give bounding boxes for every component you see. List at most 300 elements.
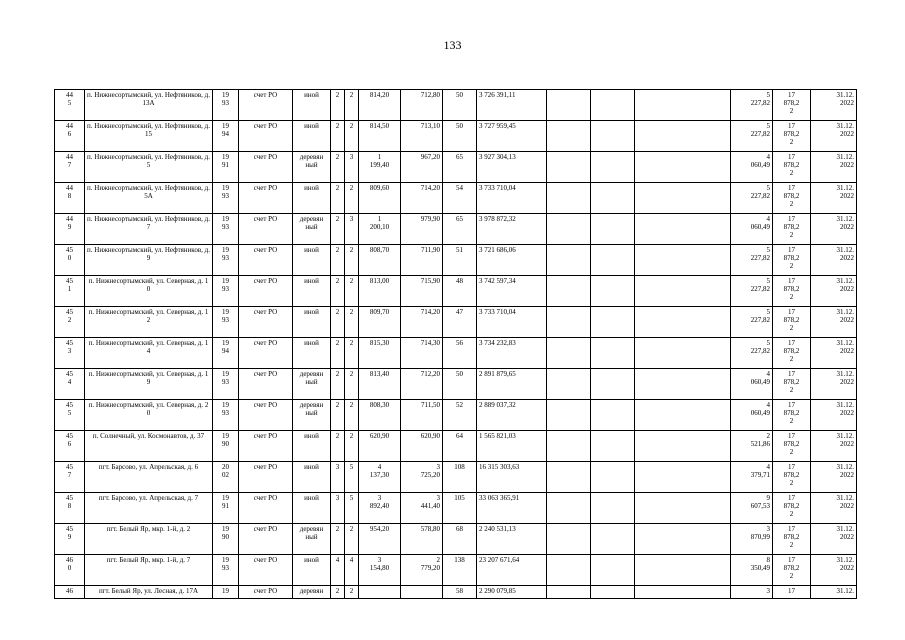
cell-empty-2 [591,245,635,276]
cell-address: п. Нижнесортымский, ул. Северная, д. 20 [85,400,213,431]
cell-row-number: 45 1 [55,276,85,307]
cell-wall-material: иной [293,493,331,524]
cell-completion-date: 31.12. 2022 [811,121,857,152]
cell-row-number: 46 0 [55,555,85,586]
cell-living-area: 3 725,20 [401,462,443,493]
cell-year-built: 20 02 [213,462,239,493]
cell-total-area: 620,90 [359,431,401,462]
cell-completion-date: 31.12. 2022 [811,214,857,245]
cell-funding-method: счет РО [239,431,293,462]
cell-empty-3 [635,338,731,369]
cell-funding-method: счет РО [239,183,293,214]
cell-floors: 2 [331,431,345,462]
cell-funding-method: счет РО [239,555,293,586]
cell-empty-3 [635,555,731,586]
cell-cost-per-sqm: 5 227,82 [731,338,773,369]
cell-year-built: 19 93 [213,90,239,121]
cell-empty-1 [547,307,591,338]
cell-year-built: 19 93 [213,369,239,400]
cell-cost: 2 889 037,32 [477,400,547,431]
cell-wall-material: иной [293,245,331,276]
cell-address: пгт. Барсово, ул. Апрельская, д. 6 [85,462,213,493]
cell-entrances: 2 [345,121,359,152]
cell-residents: 108 [443,462,477,493]
cell-total-area: 954,20 [359,524,401,555]
cell-empty-3 [635,152,731,183]
cell-empty-2 [591,586,635,599]
table-row [55,400,857,431]
cell-residents: 47 [443,307,477,338]
cell-completion-date: 31.12. 2022 [811,524,857,555]
cell-residents: 52 [443,400,477,431]
cell-total-area [359,586,401,599]
cell-empty-3 [635,214,731,245]
cell-entrances: 4 [345,555,359,586]
cell-cost-limit: 17 878,2 2 [773,338,811,369]
cell-completion-date: 31.12. 2022 [811,245,857,276]
cell-living-area: 714,20 [401,183,443,214]
table-row [55,90,857,121]
cell-year-built: 19 93 [213,555,239,586]
cell-year-built: 19 90 [213,524,239,555]
cell-funding-method: счет РО [239,586,293,599]
cell-cost-limit: 17 878,2 2 [773,245,811,276]
table-row [55,152,857,183]
cell-cost-per-sqm: 3 [731,586,773,599]
cell-cost: 2 891 879,65 [477,369,547,400]
table-row [55,555,857,586]
cell-row-number: 45 5 [55,400,85,431]
cell-floors: 2 [331,276,345,307]
cell-row-number: 45 0 [55,245,85,276]
cell-residents: 51 [443,245,477,276]
cell-residents: 65 [443,214,477,245]
cell-residents: 48 [443,276,477,307]
cell-cost: 3 733 710,04 [477,183,547,214]
cell-row-number: 44 9 [55,214,85,245]
cell-wall-material: иной [293,431,331,462]
cell-empty-3 [635,431,731,462]
cell-cost-limit: 17 878,2 2 [773,493,811,524]
cell-empty-1 [547,586,591,599]
cell-cost-limit: 17 878,2 2 [773,90,811,121]
cell-funding-method: счет РО [239,400,293,431]
cell-completion-date: 31.12. 2022 [811,276,857,307]
page-number: 133 [443,38,462,52]
cell-living-area: 714,30 [401,338,443,369]
cell-year-built: 19 91 [213,152,239,183]
cell-empty-3 [635,307,731,338]
cell-row-number: 45 9 [55,524,85,555]
cell-cost: 3 742 597,34 [477,276,547,307]
cell-living-area: 714,20 [401,307,443,338]
cell-row-number: 44 5 [55,90,85,121]
cell-empty-3 [635,524,731,555]
cell-empty-1 [547,276,591,307]
cell-empty-3 [635,245,731,276]
cell-entrances: 2 [345,431,359,462]
cell-empty-1 [547,183,591,214]
table-row [55,307,857,338]
cell-empty-1 [547,369,591,400]
cell-year-built: 19 93 [213,245,239,276]
cell-wall-material: иной [293,276,331,307]
cell-residents: 64 [443,431,477,462]
cell-wall-material: деревян ный [293,214,331,245]
cell-wall-material: иной [293,338,331,369]
cell-living-area: 711,50 [401,400,443,431]
cell-cost-per-sqm: 4 060,49 [731,152,773,183]
cell-entrances: 5 [345,462,359,493]
cell-cost-limit: 17 878,2 2 [773,400,811,431]
cell-cost-per-sqm: 4 060,49 [731,214,773,245]
table-row [55,276,857,307]
housing-register-table [54,89,857,599]
cell-funding-method: счет РО [239,307,293,338]
cell-wall-material: деревян [293,586,331,599]
cell-wall-material: иной [293,90,331,121]
cell-cost-limit: 17 [773,586,811,599]
cell-cost: 1 565 821,03 [477,431,547,462]
cell-funding-method: счет РО [239,369,293,400]
cell-completion-date: 31.12. 2022 [811,90,857,121]
cell-floors: 2 [331,245,345,276]
cell-completion-date: 31.12. 2022 [811,493,857,524]
cell-row-number: 45 2 [55,307,85,338]
cell-completion-date: 31.12. 2022 [811,555,857,586]
cell-floors: 2 [331,183,345,214]
cell-wall-material: деревян ный [293,524,331,555]
cell-year-built: 19 93 [213,183,239,214]
cell-entrances: 2 [345,524,359,555]
cell-empty-1 [547,493,591,524]
cell-row-number: 45 7 [55,462,85,493]
table-row [55,431,857,462]
cell-living-area: 578,80 [401,524,443,555]
cell-address: п. Солнечный, ул. Космонавтов, д. 37 [85,431,213,462]
cell-empty-1 [547,462,591,493]
cell-cost-per-sqm: 2 521,86 [731,431,773,462]
cell-entrances: 3 [345,214,359,245]
cell-funding-method: счет РО [239,493,293,524]
cell-cost-limit: 17 878,2 2 [773,431,811,462]
cell-total-area: 808,30 [359,400,401,431]
cell-empty-1 [547,400,591,431]
cell-cost-per-sqm: 5 227,82 [731,183,773,214]
cell-cost-per-sqm: 4 060,49 [731,369,773,400]
cell-cost-per-sqm: 5 227,82 [731,307,773,338]
cell-address: п. Нижнесортымский, ул. Нефтяников, д. 9 [85,245,213,276]
cell-empty-1 [547,245,591,276]
cell-living-area [401,586,443,599]
cell-cost-per-sqm: 9 607,53 [731,493,773,524]
cell-total-area: 813,00 [359,276,401,307]
cell-empty-2 [591,214,635,245]
cell-entrances: 2 [345,183,359,214]
cell-entrances: 3 [345,152,359,183]
cell-empty-3 [635,369,731,400]
cell-living-area: 620,90 [401,431,443,462]
table-row [55,369,857,400]
cell-cost-limit: 17 878,2 2 [773,307,811,338]
cell-entrances: 5 [345,493,359,524]
cell-floors: 2 [331,307,345,338]
cell-entrances: 2 [345,276,359,307]
cell-residents: 50 [443,121,477,152]
cell-empty-3 [635,493,731,524]
cell-cost: 2 290 079,85 [477,586,547,599]
cell-empty-2 [591,121,635,152]
cell-entrances: 2 [345,586,359,599]
cell-empty-3 [635,183,731,214]
cell-total-area: 3 892,40 [359,493,401,524]
cell-cost: 3 727 959,45 [477,121,547,152]
cell-floors: 3 [331,493,345,524]
cell-wall-material: иной [293,555,331,586]
cell-address: пгт. Белый Яр, мкр. 1-й, д. 7 [85,555,213,586]
cell-completion-date: 31.12. 2022 [811,431,857,462]
cell-floors: 4 [331,555,345,586]
cell-empty-2 [591,152,635,183]
cell-year-built: 19 93 [213,276,239,307]
cell-empty-1 [547,338,591,369]
cell-cost: 33 063 365,91 [477,493,547,524]
cell-cost-limit: 17 878,2 2 [773,152,811,183]
cell-completion-date: 31.12. 2022 [811,369,857,400]
cell-cost-limit: 17 878,2 2 [773,276,811,307]
cell-row-number: 46 [55,586,85,599]
cell-living-area: 2 779,20 [401,555,443,586]
cell-empty-2 [591,493,635,524]
cell-row-number: 45 6 [55,431,85,462]
cell-address: п. Нижнесортымский, ул. Северная, д. 19 [85,369,213,400]
cell-funding-method: счет РО [239,90,293,121]
cell-total-area: 808,70 [359,245,401,276]
cell-cost-limit: 17 878,2 2 [773,369,811,400]
cell-floors: 2 [331,524,345,555]
cell-floors: 2 [331,586,345,599]
cell-residents: 65 [443,152,477,183]
cell-funding-method: счет РО [239,245,293,276]
cell-address: п. Нижнесортымский, ул. Нефтяников, д. 5А [85,183,213,214]
cell-living-area: 711,90 [401,245,443,276]
cell-empty-1 [547,152,591,183]
table-row [55,338,857,369]
cell-empty-1 [547,121,591,152]
cell-funding-method: счет РО [239,152,293,183]
cell-total-area: 1 199,40 [359,152,401,183]
table-row [55,214,857,245]
cell-residents: 138 [443,555,477,586]
cell-wall-material: иной [293,462,331,493]
cell-empty-3 [635,276,731,307]
cell-funding-method: счет РО [239,214,293,245]
cell-living-area: 979,90 [401,214,443,245]
cell-funding-method: счет РО [239,524,293,555]
cell-floors: 2 [331,369,345,400]
table-row [55,462,857,493]
cell-total-area: 813,40 [359,369,401,400]
cell-living-area: 967,20 [401,152,443,183]
cell-row-number: 45 3 [55,338,85,369]
cell-cost-per-sqm: 8 350,49 [731,555,773,586]
cell-empty-2 [591,183,635,214]
cell-entrances: 2 [345,338,359,369]
cell-cost: 16 315 303,63 [477,462,547,493]
cell-floors: 2 [331,338,345,369]
cell-residents: 105 [443,493,477,524]
cell-completion-date: 31.12. 2022 [811,307,857,338]
cell-cost-limit: 17 878,2 2 [773,121,811,152]
cell-address: пгт. Белый Яр, мкр. 1-й, д. 2 [85,524,213,555]
cell-total-area: 809,60 [359,183,401,214]
cell-total-area: 814,50 [359,121,401,152]
cell-cost-limit: 17 878,2 2 [773,214,811,245]
cell-year-built: 19 90 [213,431,239,462]
cell-residents: 50 [443,369,477,400]
cell-row-number: 45 8 [55,493,85,524]
cell-year-built: 19 94 [213,338,239,369]
cell-year-built: 19 [213,586,239,599]
cell-cost-per-sqm: 5 227,82 [731,90,773,121]
cell-floors: 2 [331,90,345,121]
cell-completion-date: 31.12. 2022 [811,183,857,214]
cell-cost-per-sqm: 5 227,82 [731,276,773,307]
cell-wall-material: иной [293,121,331,152]
cell-empty-1 [547,524,591,555]
table-row [55,121,857,152]
cell-living-area: 713,10 [401,121,443,152]
table-row [55,493,857,524]
cell-cost-limit: 17 878,2 2 [773,462,811,493]
cell-empty-1 [547,214,591,245]
cell-year-built: 19 93 [213,400,239,431]
cell-empty-3 [635,400,731,431]
cell-entrances: 2 [345,90,359,121]
cell-year-built: 19 93 [213,214,239,245]
cell-row-number: 44 6 [55,121,85,152]
cell-year-built: 19 94 [213,121,239,152]
cell-row-number: 44 7 [55,152,85,183]
cell-completion-date: 31.12. [811,586,857,599]
cell-cost: 3 733 710,04 [477,307,547,338]
cell-completion-date: 31.12. 2022 [811,152,857,183]
cell-living-area: 715,90 [401,276,443,307]
cell-wall-material: иной [293,307,331,338]
cell-entrances: 2 [345,245,359,276]
cell-cost: 3 734 232,83 [477,338,547,369]
cell-total-area: 3 154,80 [359,555,401,586]
cell-total-area: 4 137,30 [359,462,401,493]
table-row [55,183,857,214]
cell-residents: 54 [443,183,477,214]
cell-empty-2 [591,369,635,400]
cell-living-area: 3 441,40 [401,493,443,524]
cell-residents: 68 [443,524,477,555]
cell-address: п. Нижнесортымский, ул. Северная, д. 14 [85,338,213,369]
cell-empty-2 [591,400,635,431]
cell-empty-2 [591,524,635,555]
cell-address: п. Нижнесортымский, ул. Нефтяников, д. 7 [85,214,213,245]
cell-cost-per-sqm: 3 870,99 [731,524,773,555]
cell-floors: 2 [331,214,345,245]
cell-entrances: 2 [345,369,359,400]
cell-total-area: 1 200,10 [359,214,401,245]
table-row [55,524,857,555]
cell-address: п. Нижнесортымский, ул. Нефтяников, д. 15 [85,121,213,152]
cell-empty-2 [591,276,635,307]
cell-funding-method: счет РО [239,276,293,307]
cell-funding-method: счет РО [239,462,293,493]
cell-cost-limit: 17 878,2 2 [773,524,811,555]
cell-living-area: 712,80 [401,90,443,121]
cell-completion-date: 31.12. 2022 [811,462,857,493]
cell-year-built: 19 91 [213,493,239,524]
cell-row-number: 45 4 [55,369,85,400]
cell-address: п. Нижнесортымский, ул. Нефтяников, д. 5 [85,152,213,183]
cell-cost: 23 207 671,64 [477,555,547,586]
cell-total-area: 815,30 [359,338,401,369]
cell-address: п. Нижнесортымский, ул. Северная, д. 10 [85,276,213,307]
cell-empty-2 [591,462,635,493]
cell-address: п. Нижнесортымский, ул. Северная, д. 12 [85,307,213,338]
cell-cost: 2 240 531,13 [477,524,547,555]
cell-cost-per-sqm: 5 227,82 [731,121,773,152]
cell-address: пгт. Белый Яр, ул. Лесная, д. 17А [85,586,213,599]
cell-completion-date: 31.12. 2022 [811,338,857,369]
cell-wall-material: деревян ный [293,369,331,400]
cell-wall-material: деревян ный [293,152,331,183]
cell-cost: 3 726 391,11 [477,90,547,121]
cell-wall-material: деревян ный [293,400,331,431]
cell-empty-1 [547,90,591,121]
cell-empty-3 [635,586,731,599]
cell-empty-2 [591,431,635,462]
cell-entrances: 2 [345,400,359,431]
cell-wall-material: иной [293,183,331,214]
cell-cost: 3 721 686,06 [477,245,547,276]
cell-address: пгт. Барсово, ул. Апрельская, д. 7 [85,493,213,524]
cell-completion-date: 31.12. 2022 [811,400,857,431]
cell-empty-3 [635,121,731,152]
cell-empty-2 [591,90,635,121]
cell-empty-2 [591,307,635,338]
cell-total-area: 809,70 [359,307,401,338]
cell-cost-per-sqm: 4 379,71 [731,462,773,493]
cell-cost: 3 927 304,13 [477,152,547,183]
cell-funding-method: счет РО [239,338,293,369]
cell-empty-1 [547,431,591,462]
cell-empty-3 [635,90,731,121]
cell-cost-limit: 17 878,2 2 [773,555,811,586]
cell-address: п. Нижнесортымский, ул. Нефтяников, д. 13А [85,90,213,121]
cell-residents: 56 [443,338,477,369]
cell-year-built: 19 93 [213,307,239,338]
table-row [55,245,857,276]
cell-funding-method: счет РО [239,121,293,152]
cell-floors: 3 [331,462,345,493]
cell-cost: 3 978 872,32 [477,214,547,245]
cell-floors: 2 [331,121,345,152]
cell-residents: 50 [443,90,477,121]
cell-cost-per-sqm: 5 227,82 [731,245,773,276]
cell-cost-per-sqm: 4 060,49 [731,400,773,431]
cell-empty-1 [547,555,591,586]
cell-empty-2 [591,555,635,586]
cell-floors: 2 [331,152,345,183]
cell-residents: 58 [443,586,477,599]
table-row [55,586,857,599]
